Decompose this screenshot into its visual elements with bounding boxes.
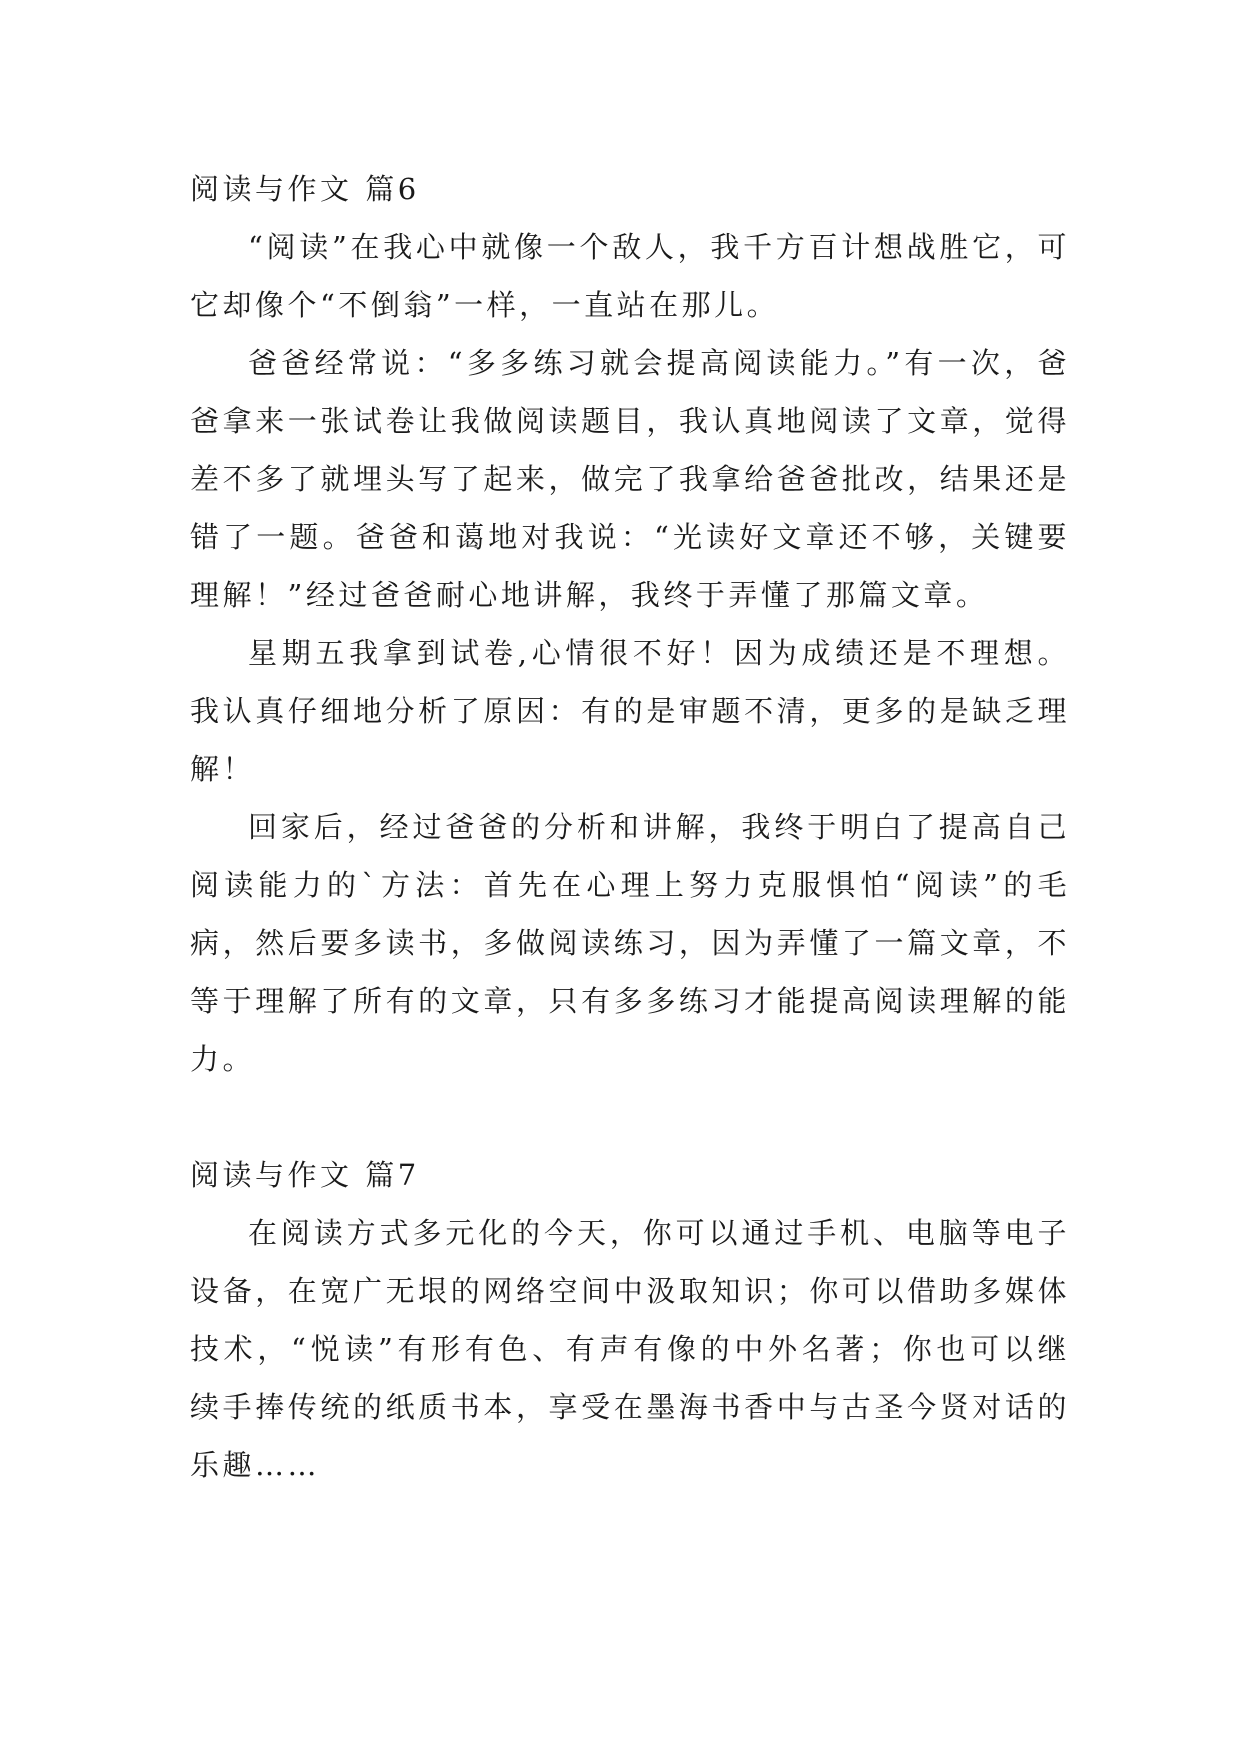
essay-section-7 xyxy=(190,1146,1070,1494)
paragraph: 回家后，经过爸爸的分析和讲解，我终于明白了提高自己阅读能力的`方法：首先在心理上努力克服惧怕“阅读”的毛病，然后要多读书，多做阅读练习，因为弄懂了一篇文章，不等于理解了所有的文章，只有多多练习才能提高阅读理解的能力。 xyxy=(190,810,1070,1076)
paragraph: 星期五我拿到试卷,心情很不好！因为成绩还是不理想。我认真仔细地分析了原因：有的是审题不清，更多的是缺乏理解！ xyxy=(190,636,1070,786)
document-body xyxy=(190,160,1070,1494)
essay-section-6 xyxy=(190,160,1070,1088)
section-title: 阅读与作文 篇6 xyxy=(190,172,420,206)
paragraph: 在阅读方式多元化的今天，你可以通过手机、电脑等电子设备，在宽广无垠的网络空间中汲取知识；你可以借助多媒体技术，“悦读”有形有色、有声有像的中外名著；你也可以继续手捧传统的纸质书本，享受在墨海书香中与古圣今贤对话的乐趣…… xyxy=(190,1216,1070,1482)
section-title: 阅读与作文 篇7 xyxy=(190,1158,420,1192)
paragraph: 爸爸经常说：“多多练习就会提高阅读能力。”有一次，爸爸拿来一张试卷让我做阅读题目，我认真地阅读了文章，觉得差不多了就埋头写了起来，做完了我拿给爸爸批改，结果还是错了一题。爸爸和蔼地对我说：“光读好文章还不够，关键要理解！”经过爸爸耐心地讲解，我终于弄懂了那篇文章。 xyxy=(190,346,1070,612)
section-spacer xyxy=(190,1088,1070,1146)
paragraph: “阅读”在我心中就像一个敌人，我千方百计想战胜它，可它却像个“不倒翁”一样，一直站在那儿。 xyxy=(190,230,1070,322)
